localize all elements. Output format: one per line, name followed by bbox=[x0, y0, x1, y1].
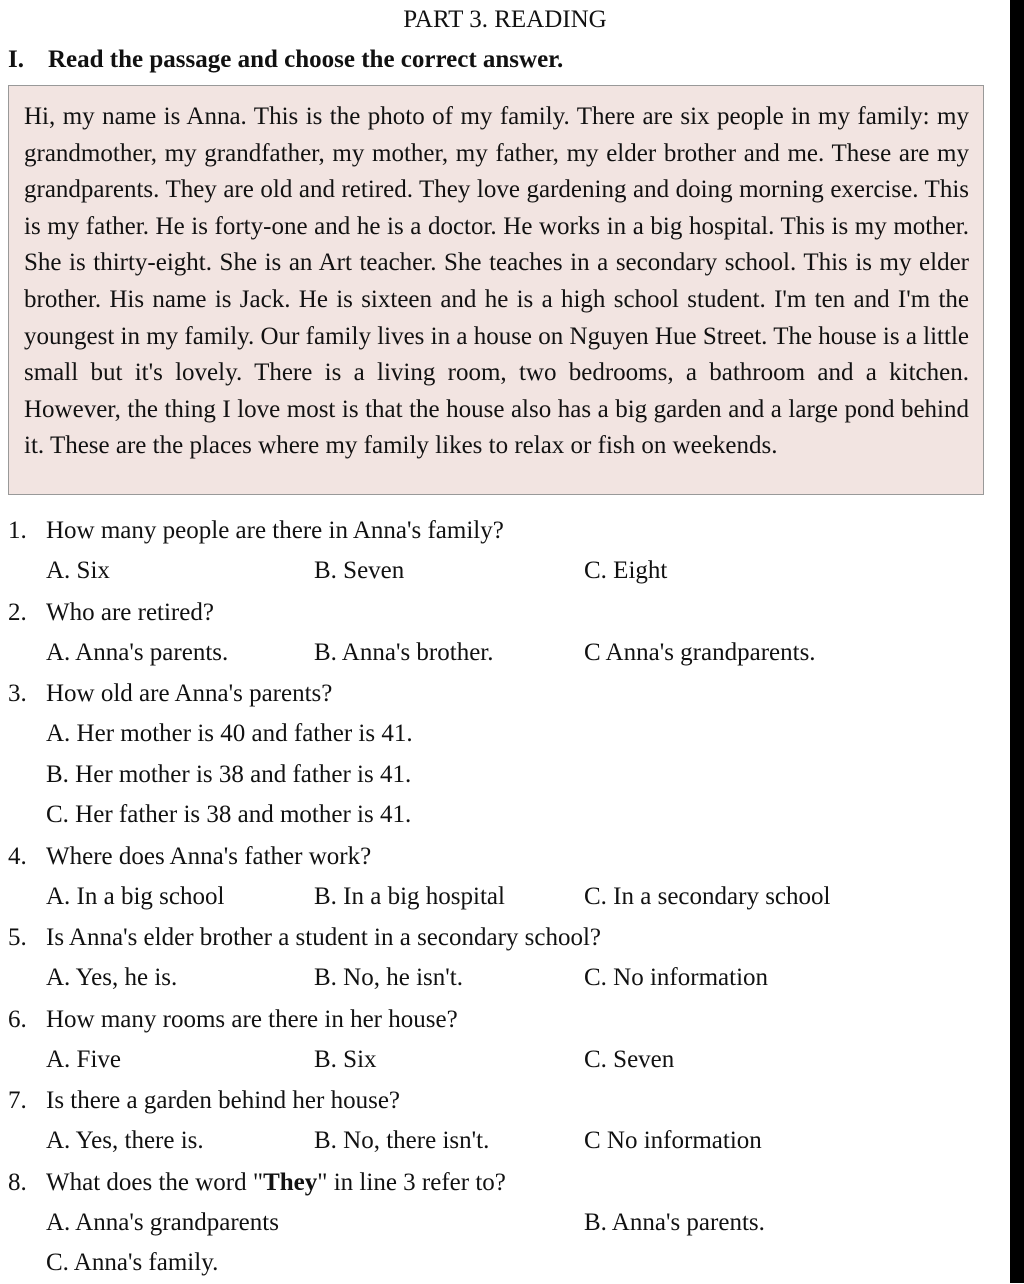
option-b[interactable]: B. Anna's brother. bbox=[314, 638, 494, 666]
option-b[interactable]: B. No, he isn't. bbox=[314, 964, 463, 991]
question-number: 4. bbox=[8, 842, 27, 870]
question-number: 2. bbox=[8, 598, 27, 626]
option-b[interactable]: B. No, there isn't. bbox=[314, 1127, 490, 1154]
question-4 bbox=[8, 836, 998, 877]
option-a[interactable]: A. Yes, he is. bbox=[46, 964, 178, 991]
question-text-before: What does the word " bbox=[46, 1168, 264, 1196]
option-b[interactable]: B. Her mother is 38 and father is 41. bbox=[46, 760, 412, 788]
question-8 bbox=[8, 1162, 998, 1203]
reading-passage-text: Hi, my name is Anna. This is the photo of my family. There are six people in my family: my grandmother, my grandfather, my mother, my father, my elder brother and me. These are my grandparents. They are old and retired. They love gardening and doing morning exercise. This is my father. He is forty-one and he is a doctor. He works in a big hospital. This is my mother. She is thirty-eight. She is an Art teacher. She teaches in a secondary school. This is my elder brother. His name is Jack. He is sixteen and he is a high school student. I'm ten and I'm the youngest in my family. Our family lives in a house on Nguyen Hue Street. The house is a little small but it's lovely. There is a living room, two bedrooms, a bathroom and a kitchen. However, the thing I love most is that the house also has a big garden and a large pond behind it. These are the places where my family likes to relax or fish on weekends. bbox=[24, 103, 969, 460]
option-a[interactable]: A. Anna's parents. bbox=[46, 638, 229, 666]
question-text-after: " in line 3 refer to? bbox=[317, 1168, 506, 1196]
section-instruction: Read the passage and choose the correct answer. bbox=[48, 46, 564, 73]
question-text: How many rooms are there in her house? bbox=[46, 1005, 458, 1033]
question-8-options-row-1 bbox=[8, 1203, 998, 1244]
right-edge-bar bbox=[1010, 0, 1024, 1283]
option-a[interactable]: A. Six bbox=[46, 557, 110, 584]
option-a[interactable]: A. Anna's grandparents bbox=[46, 1208, 279, 1236]
question-8-options-row-2 bbox=[8, 1243, 998, 1284]
question-text: Is Anna's elder brother a student in a secondary school? bbox=[46, 924, 602, 951]
option-b[interactable]: B. Six bbox=[314, 1045, 377, 1073]
option-a[interactable]: A. Her mother is 40 and father is 41. bbox=[46, 720, 413, 747]
section-heading bbox=[8, 44, 563, 76]
question-7-options bbox=[8, 1121, 998, 1162]
question-2-options bbox=[8, 633, 998, 674]
question-text: How old are Anna's parents? bbox=[46, 680, 333, 707]
question-6 bbox=[8, 999, 998, 1040]
part-title: PART 3. READING bbox=[403, 6, 607, 33]
question-2 bbox=[8, 592, 998, 633]
question-number: 7. bbox=[8, 1087, 27, 1114]
question-7 bbox=[8, 1080, 998, 1121]
question-5 bbox=[8, 917, 998, 958]
question-5-options bbox=[8, 958, 998, 999]
question-text: How many people are there in Anna's family? bbox=[46, 517, 504, 544]
option-c[interactable]: C. Seven bbox=[584, 1045, 675, 1073]
question-number: 3. bbox=[8, 680, 27, 707]
option-a[interactable]: A. Yes, there is. bbox=[46, 1127, 204, 1154]
section-number: I. bbox=[8, 46, 24, 73]
option-b[interactable]: B. Seven bbox=[314, 557, 405, 584]
option-c[interactable]: C No information bbox=[584, 1127, 762, 1154]
reading-passage-box bbox=[8, 85, 984, 495]
question-number: 1. bbox=[8, 517, 27, 544]
question-3-option-a-row bbox=[8, 714, 998, 755]
question-1-options bbox=[8, 551, 998, 592]
question-text-bold-word: They bbox=[263, 1168, 318, 1196]
option-c[interactable]: C Anna's grandparents. bbox=[584, 638, 816, 666]
question-4-options bbox=[8, 877, 998, 918]
option-c[interactable]: C. In a secondary school bbox=[584, 882, 831, 910]
question-number: 6. bbox=[8, 1005, 27, 1033]
question-6-options bbox=[8, 1040, 998, 1081]
question-text: Who are retired? bbox=[46, 598, 214, 626]
question-text: Where does Anna's father work? bbox=[46, 842, 372, 870]
option-c[interactable]: C. Eight bbox=[584, 557, 668, 584]
question-3-option-c-row bbox=[8, 795, 998, 836]
option-a[interactable]: A. In a big school bbox=[46, 882, 225, 910]
option-b[interactable]: B. Anna's parents. bbox=[584, 1208, 765, 1236]
option-b[interactable]: B. In a big hospital bbox=[314, 882, 505, 910]
question-text: Is there a garden behind her house? bbox=[46, 1087, 401, 1114]
option-c[interactable]: C. Anna's family. bbox=[46, 1249, 219, 1276]
question-number: 5. bbox=[8, 924, 27, 951]
question-list bbox=[8, 510, 998, 1284]
option-c[interactable]: C. Her father is 38 and mother is 41. bbox=[46, 801, 412, 828]
question-3-option-b-row bbox=[8, 755, 998, 796]
question-1 bbox=[8, 510, 998, 551]
option-a[interactable]: A. Five bbox=[46, 1045, 121, 1073]
question-number: 8. bbox=[8, 1168, 27, 1196]
option-c[interactable]: C. No information bbox=[584, 964, 769, 991]
question-3 bbox=[8, 673, 998, 714]
